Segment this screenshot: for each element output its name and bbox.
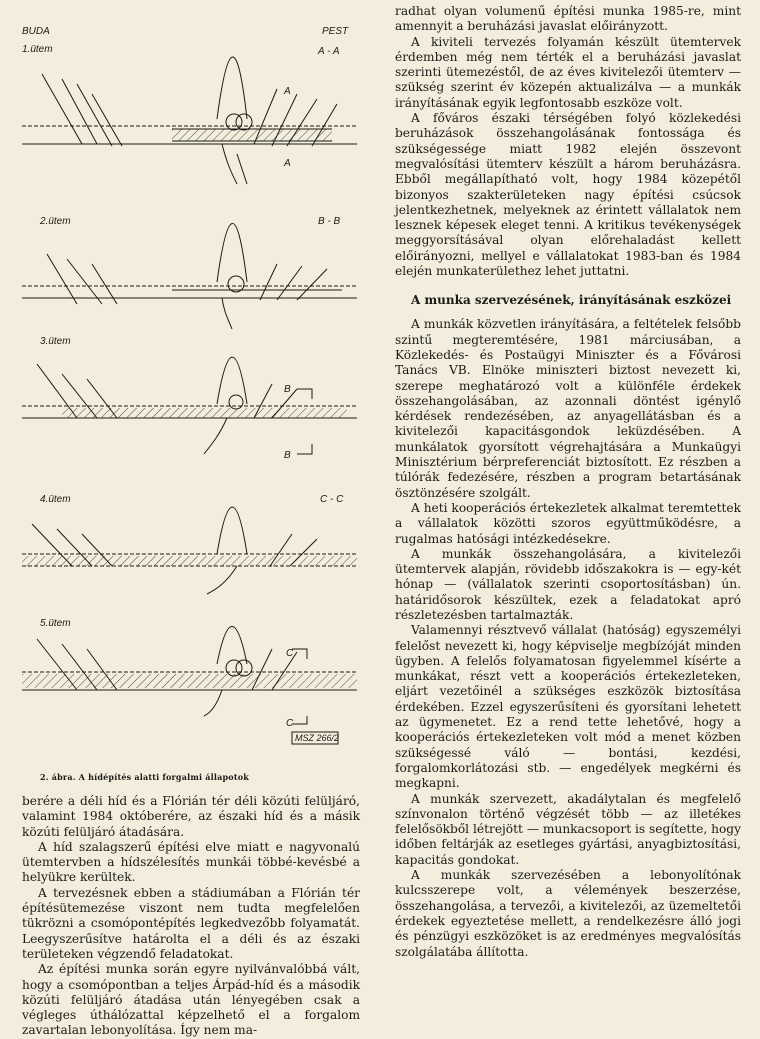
bridge-stages-figure — [22, 14, 362, 784]
label-section-aa: A - A — [318, 46, 340, 57]
left-paragraph-3: A tervezésnek ebben a stádiumában a Flórián tér építésütemezése viszont nem tudta megfelelően tükrözni a csomópontépítés legkedvezőbb folyamatát. Leegyszerűsítve határolta el a déli és az északi területeken végzendő feladatokat. — [22, 885, 360, 961]
right-paragraph-7: Valamennyi résztvevő vállalat (hatóság) egyszemélyi felelőst nevezett ki, hogy képviselje megbízóját minden ügyben. A felelős folyamatosan figyelemmel kísérte a munkákat, részt vett a kooperációs értekezleteken, eljárt vezetőinél a szükséges eszközök biztosítása érdekében. Ezzel egyszerűsíteni és gyorsítani lehetett az ügymenetet. Ez a rend tette lehetővé, hogy a kooperációs értekezleteken volt mód a menet közben szükségessé váló — bontási, kezdési, forgalomkorlátozási stb. — engedélyek megkérni és megkapni. — [395, 623, 741, 791]
label-pest: PEST — [322, 26, 349, 37]
label-stage-3: 3.ütem — [40, 336, 71, 347]
left-paragraph-4: Az építési munka során egyre nyilvánvalóbbá vált, hogy a csomópontban a teljes Árpád-híd és a második közúti felüljáró átadása után lényegében csak a végleges úthálózattal képzelhető el a forgalom zavartalan lebonyolítása. Így nem ma- — [22, 962, 360, 1038]
stage-1-drawing — [22, 57, 357, 184]
label-section-bb: B - B — [318, 216, 341, 227]
right-paragraph-2: A kiviteli tervezés folyamán készült ütemtervek érdemben még nem térték el a beruházási javaslat szerinti ütemezéstől, de az éves kivitelezői ütemterv — szükség szerint év közepén aktualizálva — a munkák irányításának egyik legfontosabb eszköze volt. — [395, 34, 741, 110]
right-column — [395, 4, 741, 960]
label-stage-5: 5.ütem — [40, 618, 71, 629]
label-section-cc: C - C — [320, 494, 344, 505]
right-paragraph-9: A munkák szervezésében a lebonyolítónak kulcsszerepe volt, a vélemények beszerzése, összehangolása, a tervezői, a kivitelezői, az üzemeltetői érdekek egyeztetése mellett, a rendelkezésre álló jogi és pénzügyi eszközöket is az eredményes megvalósítás szolgálatába állította. — [395, 868, 741, 959]
section-heading: A munka szervezésének, irányításának eszközei — [411, 293, 732, 308]
left-column — [22, 794, 360, 1039]
label-mark-a-top: A — [284, 86, 291, 97]
label-buda: BUDA — [22, 26, 50, 37]
left-paragraph-2: A híd szalagszerű építési elve miatt e nagyvonalú ütemtervben a hídszélesítés munkái többé-kevésbé a helyükre kerültek. — [22, 839, 360, 885]
label-mark-c-bottom: C — [286, 718, 294, 729]
right-paragraph-5: A heti kooperációs értekezletek alkalmat teremtettek a vállalatok közötti szoros együttműködésre, a rugalmas hatósági intézkedésekre. — [395, 500, 741, 546]
stage-3-drawing — [22, 357, 357, 454]
label-mark-a-bottom: A — [284, 158, 291, 169]
stage-5-drawing — [22, 627, 357, 745]
label-stamp: MSZ 266/2 — [295, 733, 340, 743]
right-paragraph-6: A munkák összehangolására, a kivitelezői ütemtervek alapján, rövidebb időszakokra is — egy-két hónap — (vállalatok szerinti csoportosításban) ún. határidősorok készültek, ezek a feladatokat apró részletezésben tartalmazták. — [395, 546, 741, 622]
label-mark-b-top: B — [284, 384, 291, 395]
left-paragraph-1: berére a déli híd és a Flórián tér déli közúti felüljáró, valamint 1984 októberére, az északi híd és a másik közúti felüljáró átadására. — [22, 794, 360, 839]
label-stage-2: 2.ütem — [40, 216, 71, 227]
right-paragraph-8: A munkák szervezett, akadálytalan és megfelelő színvonalon történő végzését több — az illetékes felelősökből létrejött — munkacsoport is segítette, hogy időben feltárják az esetleges gyártási, anyagbiztosítási, kapacitás gondokat. — [395, 791, 741, 867]
figure-caption: 2. ábra. A hídépítés alatti forgalmi állapotok — [40, 772, 249, 782]
label-mark-c-top: C — [286, 648, 294, 659]
label-stage-1: 1.ütem — [22, 44, 53, 55]
right-paragraph-4: A munkák közvetlen irányítására, a feltételek felsőbb szintű megteremtésére, 1981 márciusában, a Közlekedés- és Postaügyi Miniszter és a Fővárosi Tanács VB. Elnöke miniszteri biztost nevezett ki, szerepe meghatározó volt a különféle érdekek összehangolásában, az azonnali döntést igénylő kérdések rendezésében, az anyagellátásban és a kivitelezői kapacitásgondok leküzdésében. A munkálatok gyorsított végrehajtására a Munkaügyi Minisztérium bérpreferenciát biztosított. Ez részben a túlórák fedezésére, részben a program betartásának ösztönzésére szolgált. — [395, 317, 741, 500]
label-stage-4: 4.ütem — [40, 494, 71, 505]
stage-4-drawing — [22, 507, 357, 594]
stage-2-drawing — [22, 223, 357, 329]
right-paragraph-3: A főváros északi térségében folyó közlekedési beruházások összehangolásának fontossága és szükségessége miatt 1982 elején összevont megvalósítási ütemterv készült a három beruházásra. Ebből megállapítható volt, hogy 1984 közepétől bizonyos szakterületeken nagy építési csúcsok jelentkezhetnek, melyeknek az érintett vállalatok nem lesznek képesek eleget tenni. A kritikus tevékenységek meggyorsításával olyan előrehaladást kellett előirányozni, mellyel e vállalatokat 1983-ban és 1984 elején munkaterülethez lehet juttatni. — [395, 111, 741, 279]
right-paragraph-1: radhat olyan volumenű építési munka 1985-re, mint amennyit a beruházási javaslat előirányzott. — [395, 4, 741, 34]
label-mark-b-bottom: B — [284, 450, 291, 461]
